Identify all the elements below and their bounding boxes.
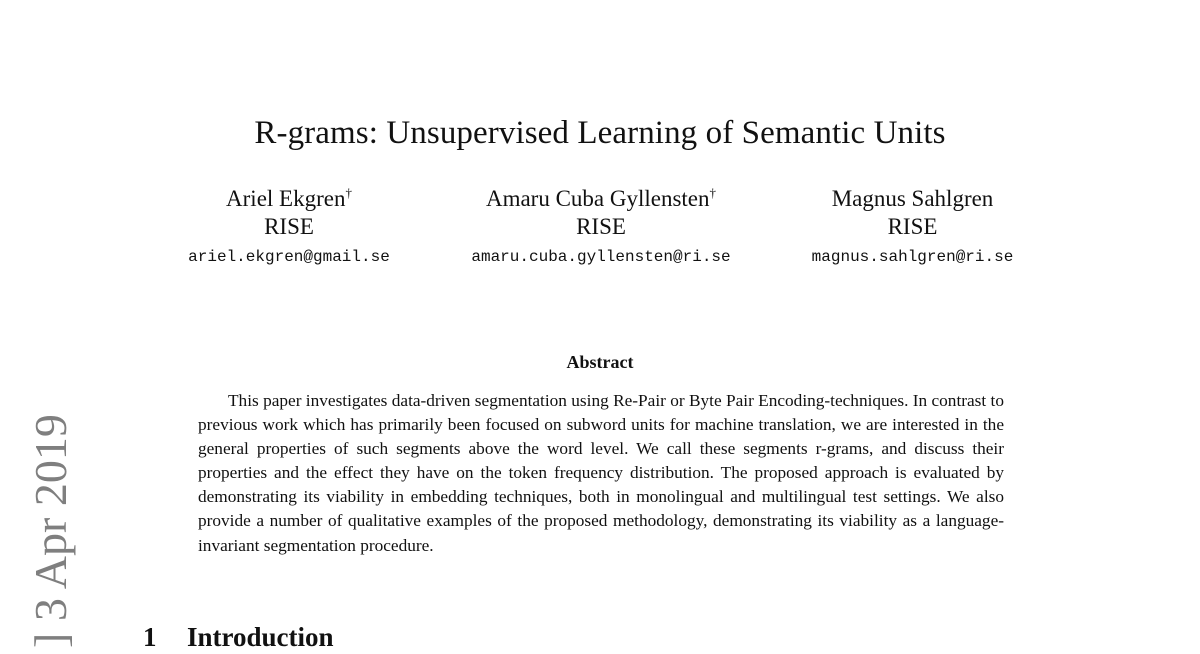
paper-title: R-grams: Unsupervised Learning of Semantic Units	[254, 115, 946, 151]
equal-contribution-mark: †	[345, 185, 352, 200]
author-name-text: Magnus Sahlgren	[831, 186, 994, 211]
equal-contribution-mark: †	[709, 185, 717, 200]
author-name	[795, 185, 1030, 213]
author-email: amaru.cuba.gyllensten@ri.se	[471, 248, 731, 266]
author-affiliation: RISE	[576, 214, 626, 239]
abstract-text: This paper investigates data-driven segmentation using Re-Pair or Byte Pair Encoding-techniques. In contrast to previous work which has primarily been focused on subword units for machine translation, we are interested in the general properties of such segments above the word level. We call these segments r-grams, and discuss their properties and the effect they have on the token frequency distribution. The proposed approach is evaluated by demonstrating its viability in embedding techniques, both in monolingual and multilingual test settings. We also provide a number of qualitative examples of the proposed methodology, demonstrating its viability as a language-invariant segmentation procedure.	[198, 391, 1004, 555]
author-email: ariel.ekgren@gmail.se	[188, 248, 390, 266]
arxiv-margin-stamp: ] 3 Apr 2019	[25, 414, 76, 648]
author-name-text: Ariel Ekgren	[226, 186, 346, 211]
author-block-sahlgren	[795, 185, 1030, 270]
section-title: Introduction	[187, 622, 334, 652]
author-name	[170, 185, 408, 213]
section-number: 1	[143, 622, 157, 652]
abstract-heading: Abstract	[566, 352, 634, 372]
author-name	[450, 185, 752, 213]
author-name-text: Amaru Cuba Gyllensten	[485, 186, 710, 211]
section-heading-introduction	[143, 620, 334, 654]
author-affiliation: RISE	[887, 214, 938, 239]
author-affiliation: RISE	[264, 214, 314, 239]
author-email: magnus.sahlgren@ri.se	[811, 248, 1014, 266]
author-block-gyllensten	[450, 185, 752, 270]
author-block-ekgren	[170, 185, 408, 270]
